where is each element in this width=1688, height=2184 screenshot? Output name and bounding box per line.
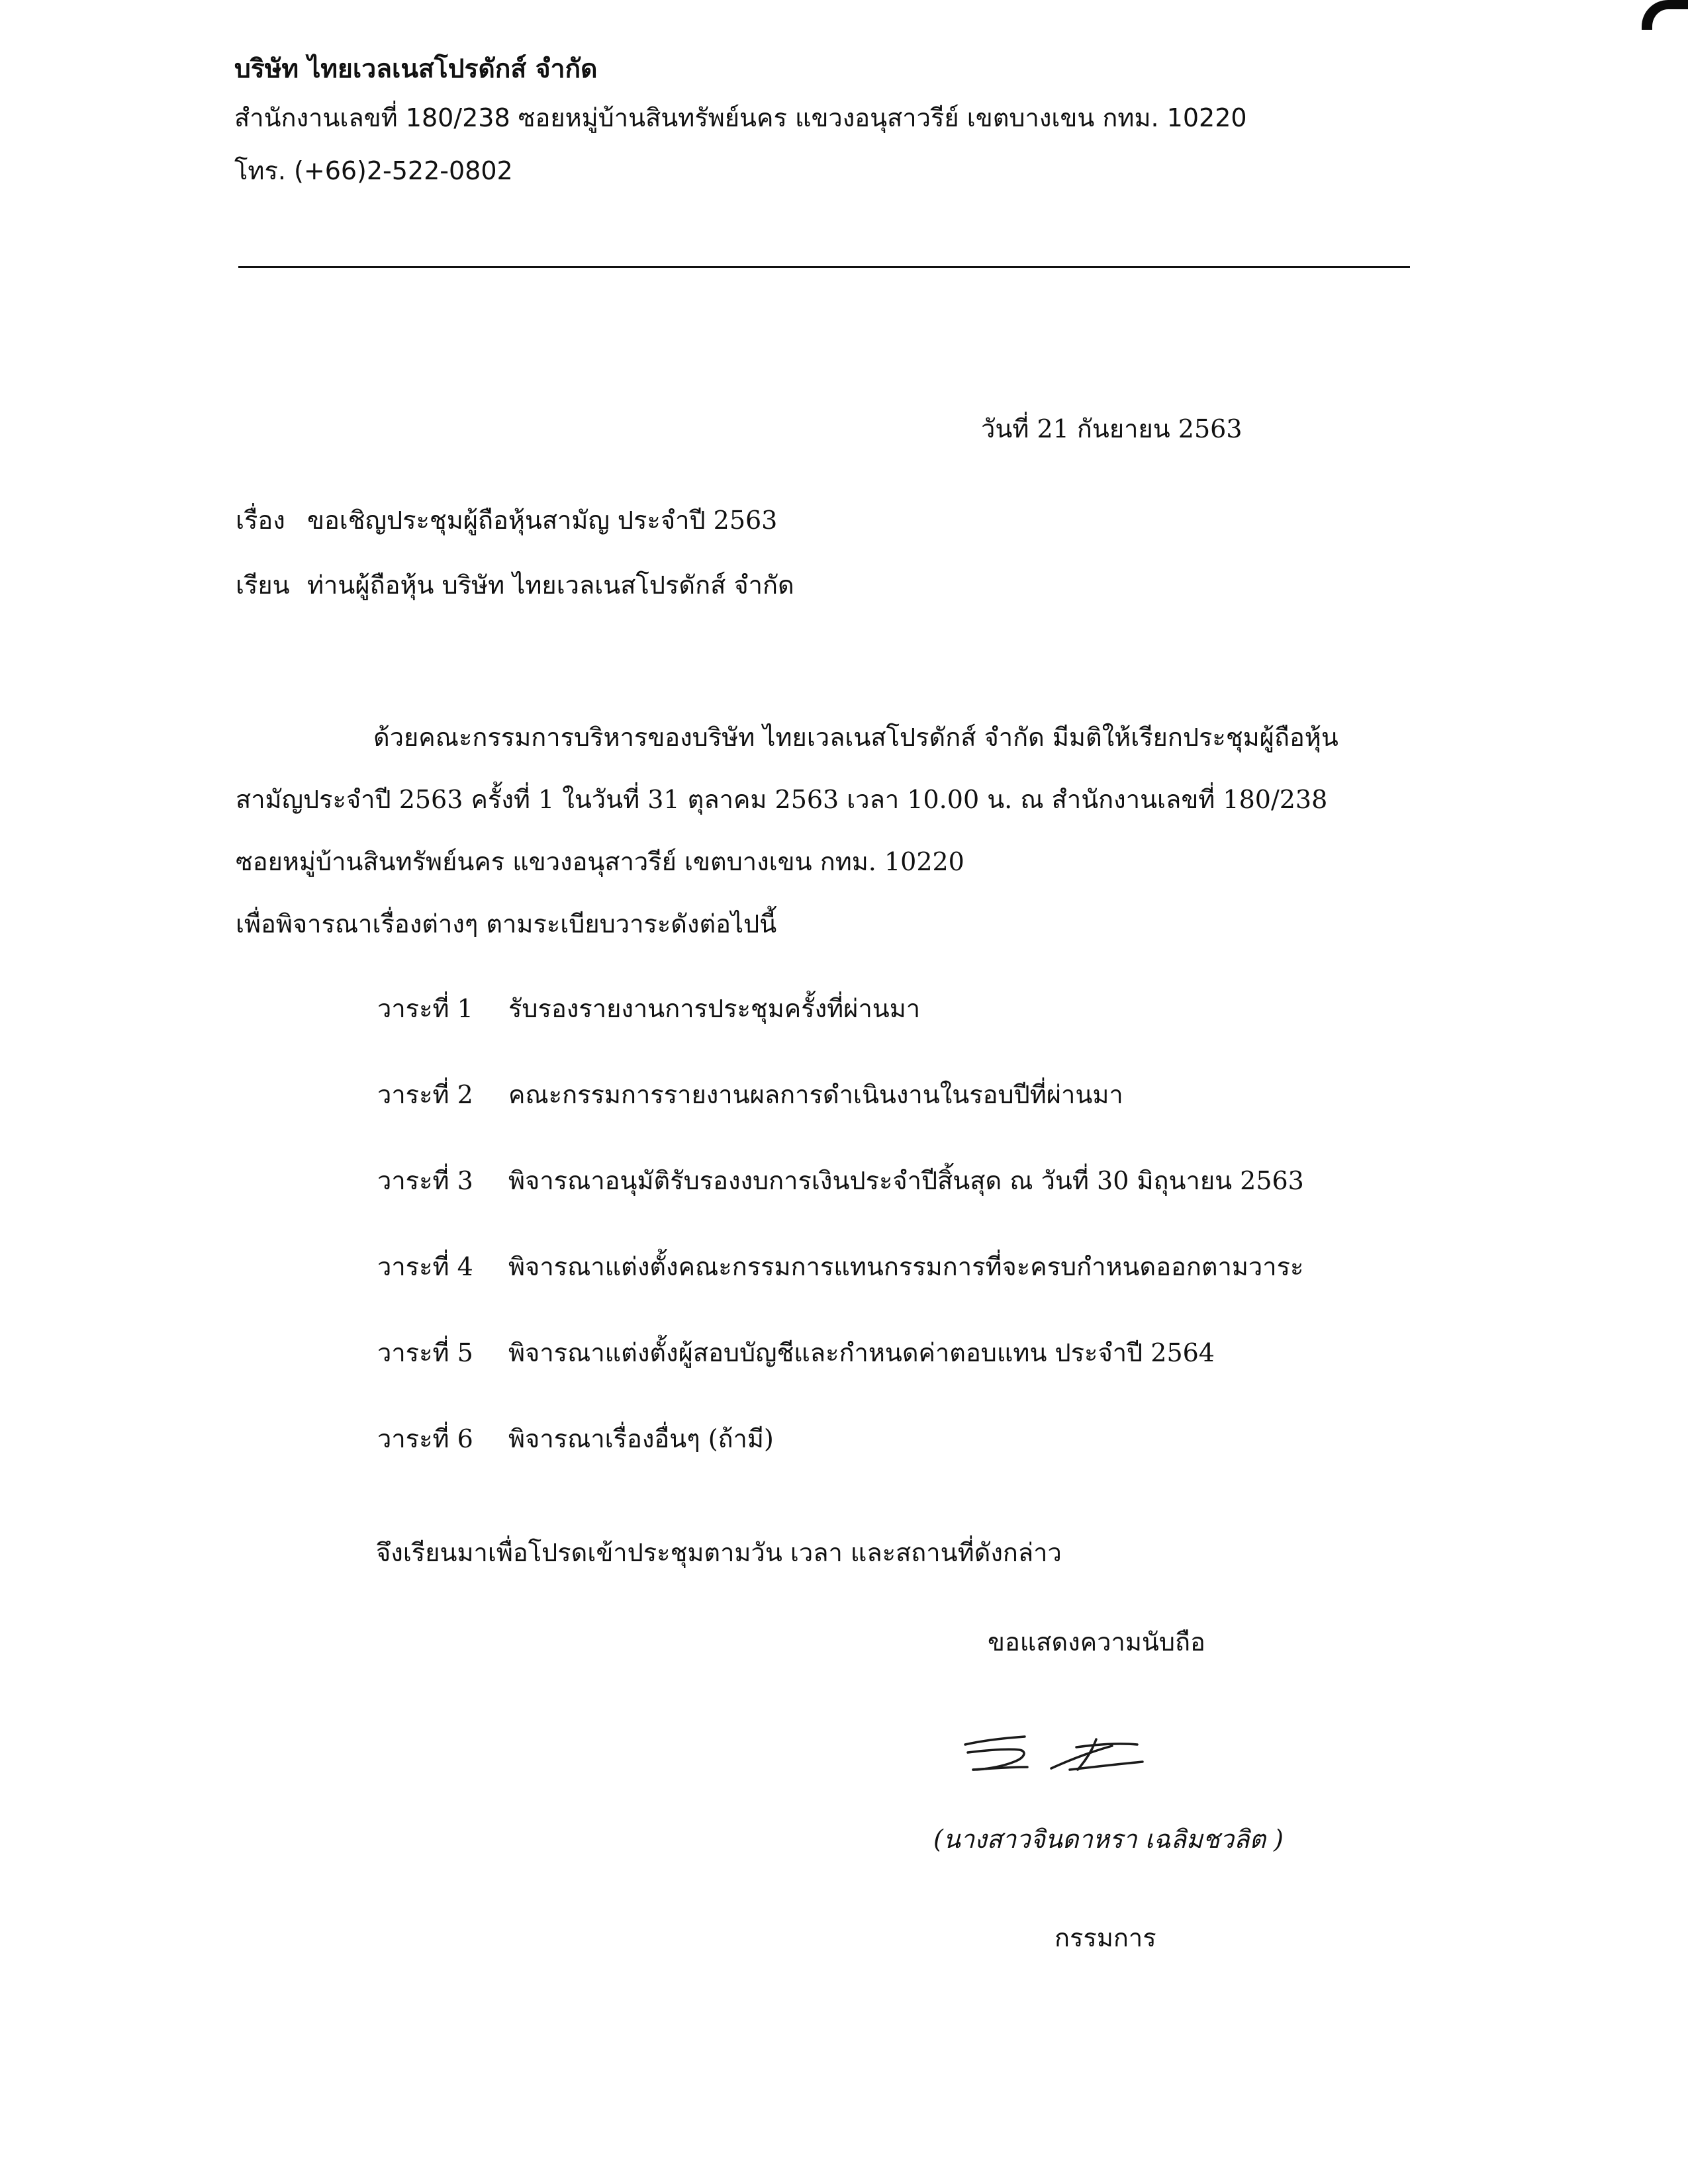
- letterhead: [234, 48, 1426, 197]
- company-phone: โทร. (+66)2-522-0802: [234, 156, 513, 185]
- scan-edge-mark: [1642, 0, 1688, 30]
- company-address: สำนักงานเลขที่ 180/238 ซอยหมู่บ้านสินทรัพย์นคร แขวงอนุสาวรีย์ เขตบางเขน กทม. 10220: [234, 103, 1247, 132]
- recipient-text: ท่านผู้ถือหุ้น บริษัท ไทยเวลเนสโปรดักส์ จำกัด: [307, 570, 794, 600]
- agenda-item-text: พิจารณาแต่งตั้งคณะกรรมการแทนกรรมการที่จะครบกำหนดออกตามวาระ: [508, 1252, 1304, 1281]
- agenda-item-label: วาระที่ 1: [377, 994, 473, 1023]
- agenda-item: [377, 1160, 1503, 1246]
- agenda-item: [377, 988, 1503, 1074]
- agenda-item-label: วาระที่ 4: [377, 1252, 473, 1281]
- regards-text: ขอแสดงความนับถือ: [988, 1627, 1205, 1657]
- recipient-label: เรียน: [236, 570, 290, 600]
- subject-text: ขอเชิญประชุมผู้ถือหุ้นสามัญ ประจำปี 2563: [307, 506, 778, 535]
- agenda-item-text: พิจารณาอนุมัติรับรองงบการเงินประจำปีสิ้นสุด ณ วันที่ 30 มิถุนายน 2563: [508, 1166, 1304, 1195]
- agenda-item-label: วาระที่ 3: [377, 1166, 473, 1195]
- agenda-item-text: รับรองรายงานการประชุมครั้งที่ผ่านมา: [508, 994, 921, 1023]
- handwritten-signature: [953, 1721, 1192, 1794]
- agenda-list: [377, 988, 1503, 1504]
- agenda-item: [377, 1246, 1503, 1332]
- company-name: บริษัท ไทยเวลเนสโปรดักส์ จำกัด: [234, 54, 598, 84]
- agenda-item-label: วาระที่ 6: [377, 1424, 473, 1453]
- agenda-item-text: พิจารณาเรื่องอื่นๆ (ถ้ามี): [508, 1424, 774, 1453]
- agenda-item: [377, 1074, 1503, 1160]
- letter-date: วันที่ 21 กันยายน 2563: [981, 414, 1243, 443]
- agenda-item-label: วาระที่ 5: [377, 1338, 473, 1367]
- closing-sentence: จึงเรียนมาเพื่อโปรดเข้าประชุมตามวัน เวลา และสถานที่ดังกล่าว: [376, 1538, 1062, 1567]
- agenda-item: [377, 1418, 1503, 1504]
- signer-title: กรรมการ: [1055, 1923, 1156, 1952]
- agenda-item-text: คณะกรรมการรายงานผลการดำเนินงานในรอบปีที่ผ่านมา: [508, 1080, 1123, 1109]
- body-line: ซอยหมู่บ้านสินทรัพย์นคร แขวงอนุสาวรีย์ เขตบางเขน กทม. 10220: [236, 847, 964, 876]
- signer-name: (นางสาวจินดาหรา เฉลิมชวลิต ): [933, 1825, 1284, 1854]
- agenda-item: [377, 1332, 1503, 1418]
- body-line: ด้วยคณะกรรมการบริหารของบริษัท ไทยเวลเนสโปรดักส์ จำกัด มีมติให้เรียกประชุมผู้ถือหุ้น: [373, 723, 1338, 752]
- body-line: เพื่อพิจารณาเรื่องต่างๆ ตามระเบียบวาระดังต่อไปนี้: [236, 909, 777, 938]
- body-line: สามัญประจำปี 2563 ครั้งที่ 1 ในวันที่ 31 ตุลาคม 2563 เวลา 10.00 น. ณ สำนักงานเลขที่ 180/238: [236, 785, 1328, 814]
- agenda-item-label: วาระที่ 2: [377, 1080, 473, 1109]
- letter-body: [236, 706, 1460, 955]
- agenda-item-text: พิจารณาแต่งตั้งผู้สอบบัญชีและกำหนดค่าตอบแทน ประจำปี 2564: [508, 1338, 1215, 1367]
- letterhead-divider: [238, 266, 1410, 268]
- subject-row: [236, 500, 777, 540]
- recipient-row: [236, 565, 794, 605]
- subject-label: เรื่อง: [236, 506, 285, 535]
